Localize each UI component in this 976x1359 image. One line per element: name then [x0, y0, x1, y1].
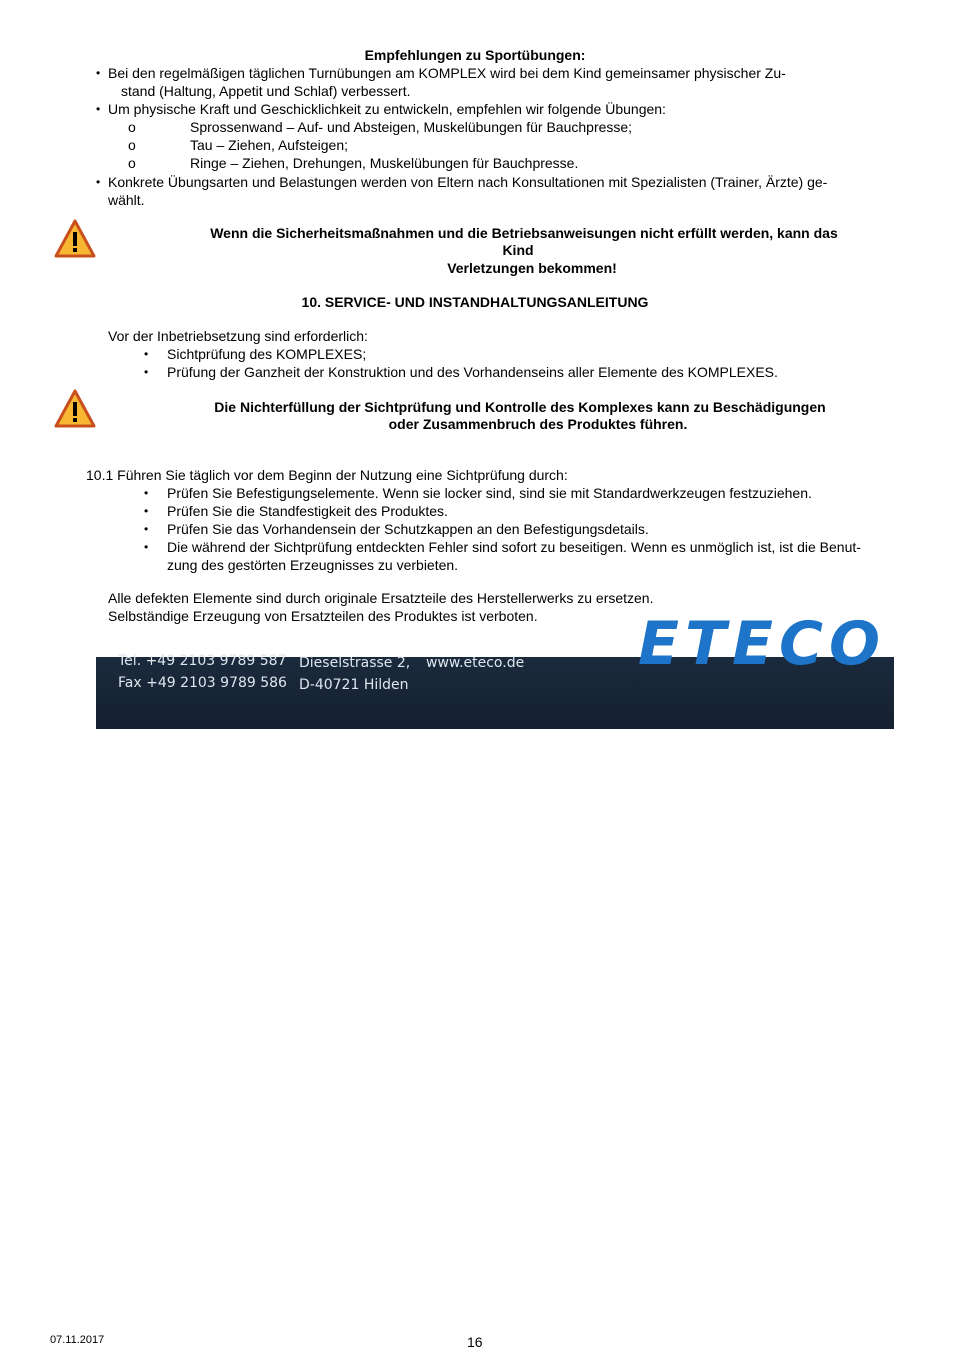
- recommendations-heading: Empfehlungen zu Sportübungen:: [364, 47, 586, 63]
- list-item-text: Prüfung der Ganzheit der Konstruktion und des Vorhandenseins aller Elemente des KOMPLEXES.: [167, 364, 778, 380]
- banner-phone: Tel. +49 2103 9789 587: [118, 653, 287, 669]
- list-item-text: Prüfen Sie das Vorhandensein der Schutzkappen an den Befestigungsdetails.: [167, 521, 649, 537]
- sub-list-item-text: Tau – Ziehen, Aufsteigen;: [190, 137, 348, 153]
- bullet-icon: •: [96, 66, 101, 80]
- warning-text: Die Nichterfüllung der Sichtprüfung und Kontrolle des Komplexes kann zu Beschädigungen: [214, 399, 826, 415]
- bullet-icon: •: [144, 522, 149, 536]
- list-item-text: Prüfen Sie Befestigungselemente. Wenn sie locker sind, sind sie mit Standardwerkzeugen festzuziehen.: [167, 485, 812, 501]
- list-item-text: Die während der Sichtprüfung entdeckten Fehler sind sofort zu beseitigen. Wenn es unmöglich ist, ist die Benut-: [167, 539, 861, 555]
- section-title: 10. SERVICE- UND INSTANDHALTUNGSANLEITUNG: [301, 294, 649, 310]
- list-item-text-continued: zung des gestörten Erzeugnisses zu verbieten.: [167, 557, 459, 573]
- sub-list-item-text: Sprossenwand – Auf- und Absteigen, Muskelübungen für Bauchpresse;: [190, 119, 633, 135]
- warning-triangle-icon: [53, 388, 97, 430]
- list-item-text: Bei den regelmäßigen täglichen Turnübungen am KOMPLEX wird bei dem Kind gemeinsamer physischer Zu-: [108, 65, 786, 81]
- list-item-text: Um physische Kraft und Geschicklichkeit zu entwickeln, empfehlen wir folgende Übungen:: [108, 101, 666, 117]
- list-item-text: Prüfen Sie die Standfestigkeit des Produktes.: [167, 503, 448, 519]
- bullet-icon: •: [96, 102, 101, 116]
- circle-bullet-icon: o: [128, 155, 136, 171]
- banner-website[interactable]: www.eteco.de: [426, 655, 525, 671]
- bullet-icon: •: [144, 486, 149, 500]
- banner-fax: Fax +49 2103 9789 586: [118, 675, 287, 691]
- sub-list-item-text: Ringe – Ziehen, Drehungen, Muskelübungen für Bauchpresse.: [190, 155, 579, 171]
- footer-date: 07.11.2017: [50, 1334, 105, 1346]
- banner-city: D-40721 Hilden: [299, 677, 409, 693]
- closing-text: Selbständige Erzeugung von Ersatzteilen des Produktes ist verboten.: [108, 608, 538, 624]
- list-item-text: Sichtprüfung des KOMPLEXES;: [167, 346, 367, 362]
- circle-bullet-icon: o: [128, 137, 136, 153]
- bullet-icon: •: [144, 365, 149, 379]
- section-intro: 10.1 Führen Sie täglich vor dem Beginn der Nutzung eine Sichtprüfung durch:: [86, 467, 568, 483]
- warning-text: Wenn die Sicherheitsmaßnahmen und die Betriebsanweisungen nicht erfüllt werden, kann das: [210, 225, 838, 241]
- bullet-icon: •: [96, 175, 101, 189]
- warning-text: Verletzungen bekommen!: [447, 260, 617, 276]
- list-item-text: Konkrete Übungsarten und Belastungen werden von Eltern nach Konsultationen mit Spezialisten (Trainer, Ärzte) ge-: [108, 174, 828, 190]
- page-number: 16: [467, 1334, 483, 1350]
- bullet-icon: •: [144, 504, 149, 518]
- list-item-text-continued: wählt.: [108, 192, 145, 208]
- warning-triangle-icon: [53, 218, 97, 260]
- eteco-logo: ETECO: [638, 609, 886, 679]
- warning-text: oder Zusammenbruch des Produktes führen.: [388, 416, 688, 432]
- closing-text: Alle defekten Elemente sind durch originale Ersatzteile des Herstellerwerks zu ersetzen.: [108, 590, 654, 606]
- warning-text: Kind: [502, 242, 534, 258]
- section-intro: Vor der Inbetriebsetzung sind erforderlich:: [108, 328, 368, 344]
- bullet-icon: •: [144, 540, 149, 554]
- list-item-text-continued: stand (Haltung, Appetit und Schlaf) verbessert.: [121, 83, 411, 99]
- banner-street: Dieselstrasse 2,: [299, 655, 411, 671]
- bullet-icon: •: [144, 347, 149, 361]
- circle-bullet-icon: o: [128, 119, 136, 135]
